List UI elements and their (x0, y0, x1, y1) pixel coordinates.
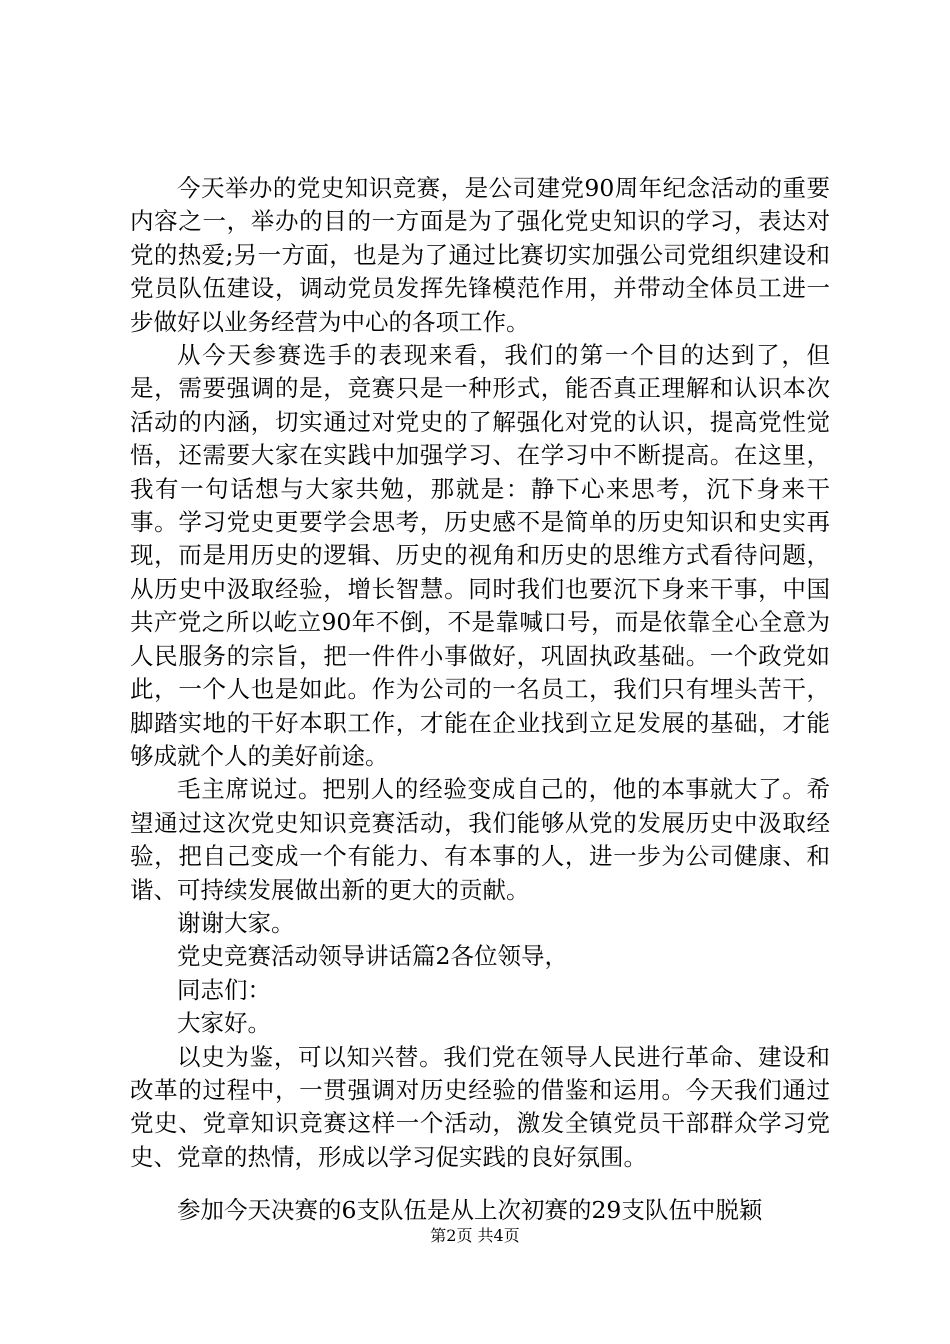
page-number-footer: 第2页 共4页 (430, 1226, 520, 1245)
paragraph: 同志们： (177, 975, 271, 1004)
paragraph: 今天举办的党史知识竞赛，是公司建党90周年纪念活动的重要内容之一，举办的目的一方面是为了强化党史知识的学习，表达对党的热爱;另一方面，也是为了通过比赛切实加强公司党组织建设和党员队伍建设，调动党员发挥先锋模范作用，并带动全体员工进一步做好以业务经营为中心的各项工作。 (130, 174, 830, 336)
document-body (130, 172, 830, 1228)
paragraph: 参加今天决赛的6支队伍是从上次初赛的29支队伍中脱颖 (177, 1196, 763, 1225)
paragraph: 从今天参赛选手的表现来看，我们的第一个目的达到了，但是，需要强调的是，竞赛只是一种形式，能否真正理解和认识本次活动的内涵，切实通过对党史的了解强化对党的认识，提高党性觉悟，还需要大家在实践中加强学习、在学习中不断提高。在这里，我有一句话想与大家共勉，那就是：静下心来思考，沉下身来干事。学习党史更要学会思考，历史感不是简单的历史知识和史实再现，而是用历史的逻辑、历史的视角和历史的思维方式看待问题，从历史中汲取经验，增长智慧。同时我们也要沉下身来干事，中国共产党之所以屹立90年不倒，不是靠喊口号，而是依靠全心全意为人民服务的宗旨，把一件件小事做好，巩固执政基础。一个政党如此，一个人也是如此。作为公司的一名员工，我们只有埋头苦干，脚踏实地的干好本职工作，才能在企业找到立足发展的基础，才能够成就个人的美好前途。 (130, 341, 830, 770)
paragraph: 毛主席说过。把别人的经验变成自己的，他的本事就大了。希望通过这次党史知识竞赛活动，我们能够从党的发展历史中汲取经验，把自己变成一个有能力、有本事的人，进一步为公司健康、和谐、可持续发展做出新的更大的贡献。 (130, 775, 830, 904)
paragraph: 谢谢大家。 (177, 908, 295, 937)
paragraph: 大家好。 (177, 1009, 271, 1038)
paragraph: 党史竞赛活动领导讲话篇2各位领导， (177, 942, 568, 971)
paragraph: 以史为鉴，可以知兴替。我们党在领导人民进行革命、建设和改革的过程中，一贯强调对历史经验的借鉴和运用。今天我们通过党史、党章知识竞赛这样一个活动，激发全镇党员干部群众学习党史、党章的热情，形成以学习促实践的良好氛围。 (130, 1042, 830, 1171)
